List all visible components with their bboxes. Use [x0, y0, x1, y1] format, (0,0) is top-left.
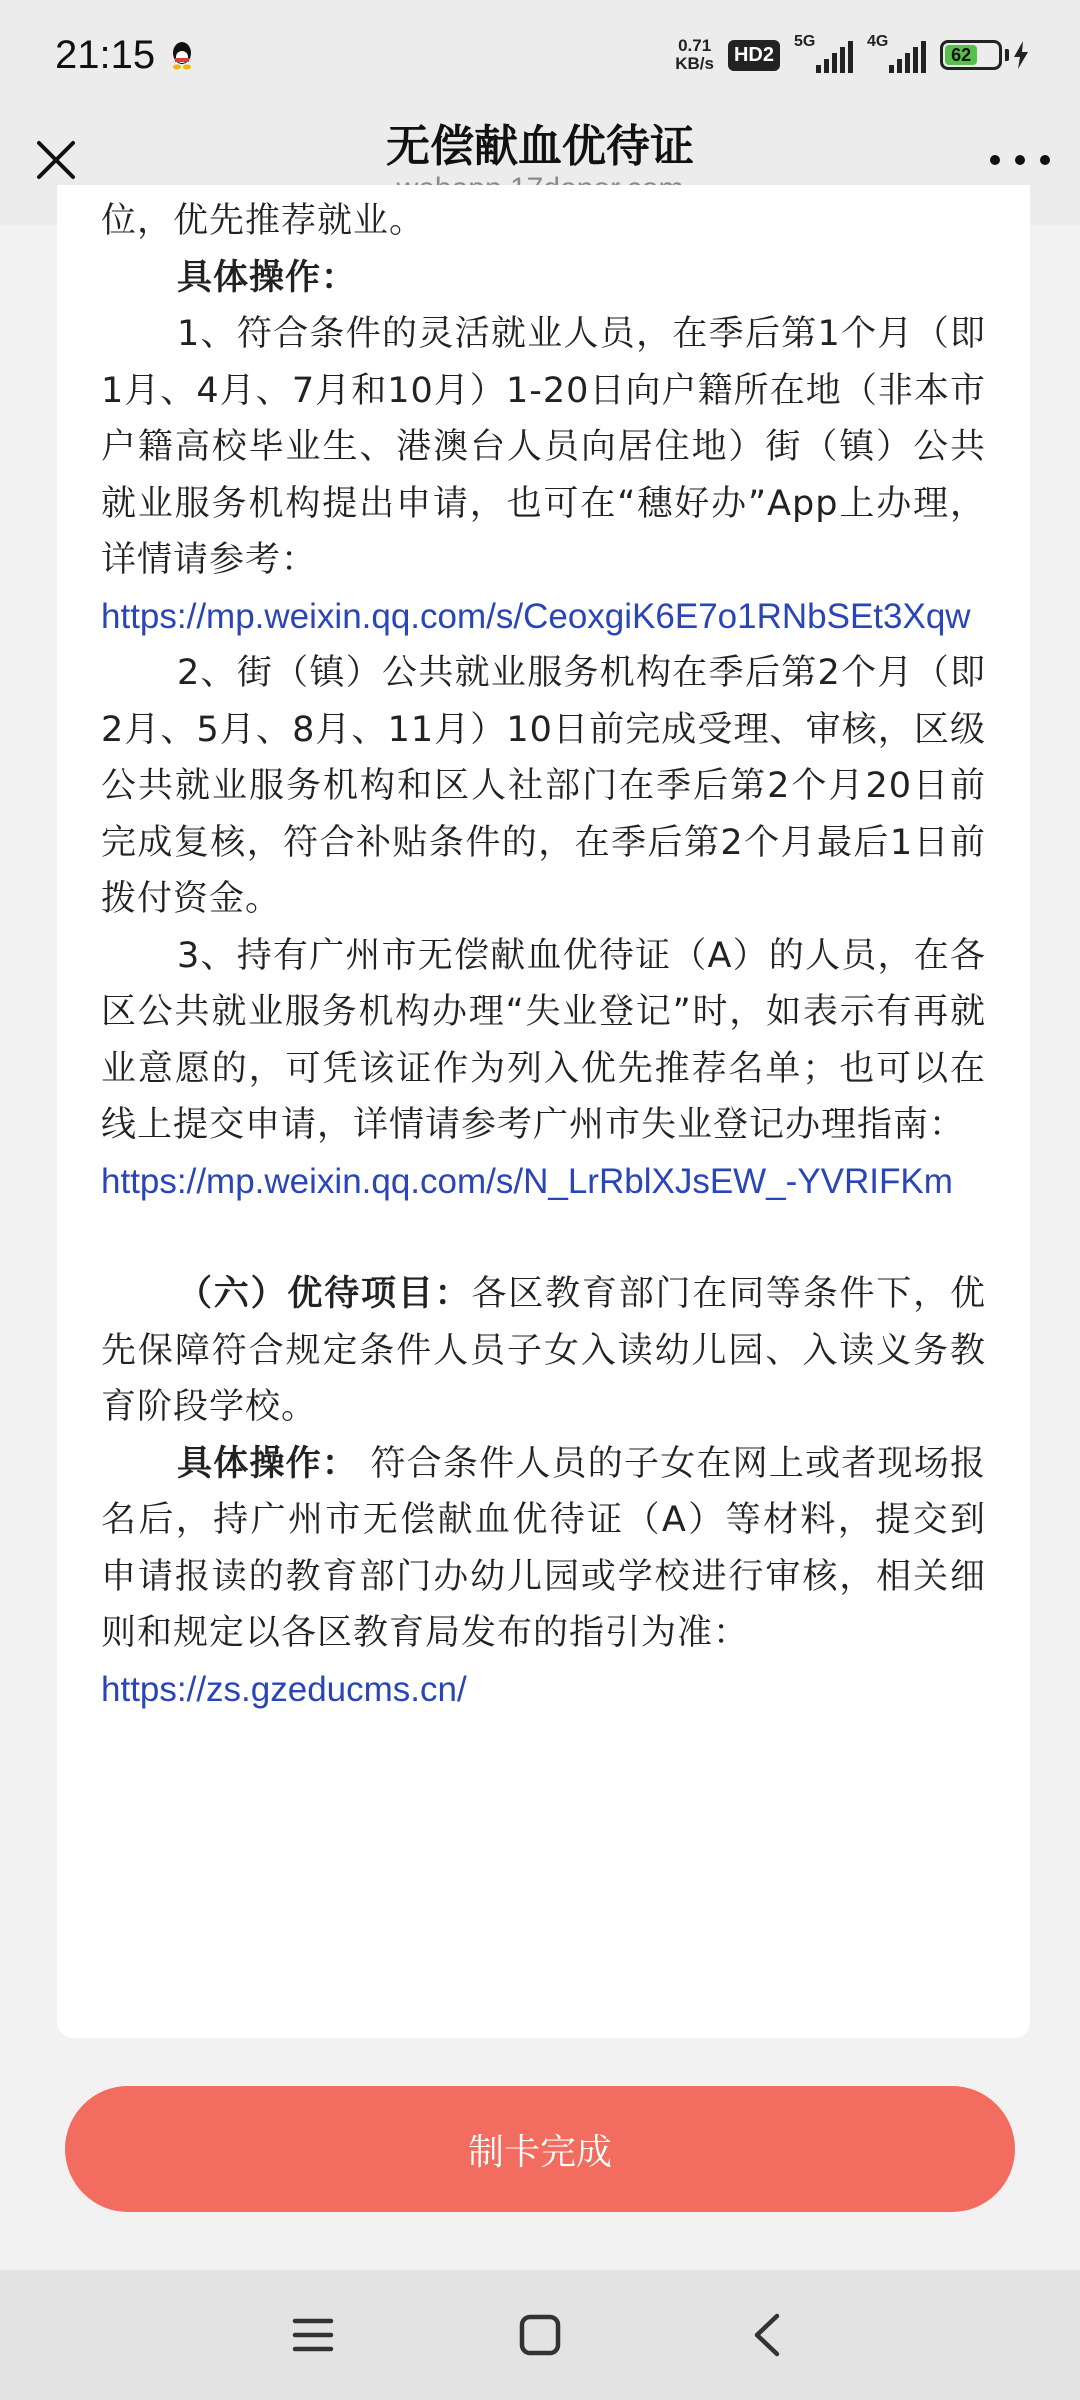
paragraph-step-2: 2、街（镇）公共就业服务机构在季后第2个月（即2月、5月、8月、11月）10日前完成受理、审核，区级公共就业服务机构和区人社部门在季后第2个月20日前完成复核，符合补贴条件的，在季后第2个月最后1日前拨付资金。 [101, 653, 986, 919]
operation-text-2: 符合条件人员的子女在网上或者现场报名后，持广州市无偿献血优待证（A）等材料，提交到申请报读的教育部门办幼儿园或学校进行审核，相关细则和规定以各区教育局发布的指引为准： [101, 1443, 986, 1653]
network-speed [675, 37, 714, 73]
operation-heading-2: 具体操作： [177, 1443, 359, 1484]
more-dot-icon [1040, 155, 1050, 165]
hd-badge: HD2 [728, 40, 780, 71]
section-6-heading: （六）优待项目： [177, 1274, 472, 1314]
link-step-1[interactable]: https://mp.weixin.qq.com/s/CeoxgiK6E7o1RNbSEt3Xqw [101, 596, 971, 636]
paragraph-step-1: 1、符合条件的灵活就业人员，在季后第1个月（即1月、4月、7月和10月）1-20日向户籍所在地（非本市户籍高校毕业生、港澳台人员向居住地）街（镇）公共就业服务机构提出申请，也可在“穗好办”App上办理，详情请参考： [101, 314, 986, 580]
article-card [57, 185, 1030, 2038]
signal-4g-icon [867, 33, 926, 73]
network-speed-value: 0.71 [678, 36, 712, 55]
card-done-button[interactable]: 制卡完成 [65, 2086, 1015, 2212]
battery-level: 62 [945, 45, 977, 65]
home-icon [519, 2314, 561, 2356]
menu-button[interactable] [283, 2305, 343, 2365]
article-body [101, 193, 986, 1718]
status-bar [0, 0, 1080, 110]
operation-paragraph-2 [101, 1436, 986, 1662]
charging-icon [1012, 40, 1030, 70]
link-education[interactable]: https://zs.gzeducms.cn/ [101, 1669, 467, 1709]
more-dot-icon [1015, 155, 1025, 165]
paragraph-tail: 位，优先推荐就业。 [101, 201, 426, 241]
page-title: 无偿献血优待证 [386, 121, 694, 172]
back-icon [752, 2313, 782, 2357]
signal-4g-label: 4G [867, 33, 889, 50]
paragraph-step-3: 3、持有广州市无偿献血优待证（A）的人员，在各区公共就业服务机构办理“失业登记”时，如表示有再就业意愿的，可凭该证作为列入优先推荐名单；也可以在线上提交申请，详情请参考广州市失业登记办理指南： [101, 935, 986, 1145]
menu-icon [292, 2317, 334, 2353]
signal-5g-icon [794, 33, 853, 73]
more-dot-icon [990, 155, 1000, 165]
link-step-3[interactable]: https://mp.weixin.qq.com/s/N_LrRblXJsEW_-YVRIFKm [101, 1161, 953, 1201]
section-6-paragraph [101, 1266, 986, 1436]
operation-heading: 具体操作： [177, 257, 358, 298]
more-options-button[interactable] [990, 140, 1050, 180]
network-speed-unit: KB/s [675, 54, 714, 73]
content-area[interactable] [0, 201, 1080, 2270]
home-button[interactable] [510, 2305, 570, 2365]
qq-notification-icon [169, 40, 195, 70]
signal-5g-label: 5G [794, 33, 816, 50]
back-button[interactable] [737, 2305, 797, 2365]
status-indicators [675, 33, 1030, 73]
section-6-text: 各区教育部门在同等条件下，优先保障符合规定条件人员子女入读幼儿园、入读义务教育阶段学校。 [101, 1274, 986, 1427]
system-nav-bar [0, 2270, 1080, 2400]
spacer [101, 1210, 986, 1266]
status-time: 21:15 [55, 32, 156, 77]
battery-icon [940, 40, 1030, 70]
